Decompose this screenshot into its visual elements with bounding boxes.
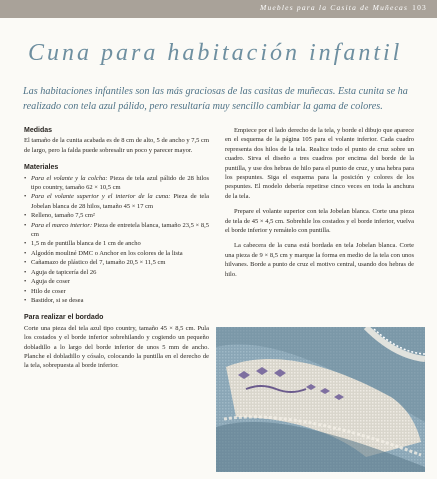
materiales-heading: Materiales (24, 164, 59, 172)
materiales-item (24, 211, 209, 220)
cradle-photo (216, 327, 425, 472)
materiales-item-lead: Para el volante superior y el interior de la cuna: (31, 193, 171, 201)
materiales-item-text: Relleno, tamaño 7,5 cm² (31, 212, 95, 220)
materiales-item-text: 1,5 m de puntilla blanca de 1 cm de ancho (31, 240, 141, 248)
materiales-item-text: Pieza de tela Jobelan blanca de 28 hilos, tamaño 45 × 17 cm (31, 193, 209, 210)
materiales-list (24, 174, 209, 306)
materiales-item-text: Bastidor, si se desea (31, 296, 84, 304)
materiales-item (24, 268, 209, 277)
materiales-item (24, 258, 209, 267)
materiales-item-text: Cañamazo de plástico del 7, tamaño 20,5 × 11,5 cm (31, 259, 166, 267)
materiales-item-text: Pieza de entretela blanca, tamaño 23,5 × 8,5 cm (31, 221, 210, 239)
running-title-text: Muebles para la Casita de Muñecas (260, 3, 409, 12)
bordado-heading: Para realizar el bordado (24, 314, 104, 322)
medidas-text: El tamaño de la cunita acabada es de 8 cm de alto, 5 de ancho y 7,5 cm de largo, pero la falda puede sobresalir un poco y parecer mayor. (24, 137, 209, 154)
materiales-item-lead: Para el volante y la colcha: (31, 174, 108, 182)
materiales-item-text: Aguja de tapicería del 26 (31, 268, 97, 276)
materiales-item (24, 287, 209, 296)
materiales-item (24, 296, 209, 305)
materiales-item (24, 277, 209, 286)
page-title: Cuna para habitación infantil (28, 40, 403, 66)
materiales-item-text: Algodón mouliné DMC o Anchor en los colores de la lista (31, 249, 183, 257)
cradle-photo-illustration (216, 327, 425, 472)
intro-paragraph: Las habitaciones infantiles son las más graciosas de las casitas de muñecas. Esta cunita se ha realizado con tela azul pálido, pero resultaría muy sencillo cambiar la gama de colores. (23, 86, 408, 112)
medidas-heading: Medidas (24, 127, 53, 134)
right-column (225, 126, 414, 279)
materiales-item-text: Pieza de tela azul pálido de 28 hilos tipo country, tamaño 62 × 10,5 cm (31, 174, 209, 192)
materiales-item (24, 174, 209, 193)
materiales-item (24, 239, 209, 248)
right-paragraph-1: Empiece por el lado derecho de la tela, y borde el dibujo que aparece en el esquema de la página 105 para el volante inferior. Cada cuadro representa dos hilos de la tela. Realice todo el punto de cruz sobre un cuadro. Sirva el diseño a tres cuadros por encima del borde de la puntilla, y use dos hebras de hilo para el punto de cruz, y una hebra para los pespuntes. Siga el esquema para la posición y colores de los pespuntes. El modelo debería repetirse cinco veces en toda la anchura de la tela. (225, 127, 414, 200)
right-paragraph-3: La cabecera de la cuna está bordada en tela Jobelan blanca. Corte una pieza de 9 × 8,5 cm y marque la forma en medio de la tela con unos hilvanes. Borde a punto de cruz el motivo central, usando dos hebras de hilo. (225, 242, 414, 278)
materiales-item-text: Aguja de coser (31, 278, 70, 286)
right-paragraph-2: Prepare el volante superior con tela Jobelan blanca. Corte una pieza de tela de 45 × 4,5 cm. Sobrehile los costados y el borde inferior, vuelva el borde inferior y remátelo con puntilla. (225, 208, 414, 235)
materiales-item (24, 221, 209, 240)
materiales-item (24, 249, 209, 258)
materiales-item (24, 192, 209, 211)
bordado-text: Corte una pieza del tela azul tipo country, tamaño 45 × 8,5 cm. Pula los costados y el borde inferior sobrehilando y cogiendo un pequeño dobladillo a lo largo del borde inferior de unos 5 mm de ancho. Planche el dobladillo y cósalo, colocando la puntilla en el derecho de la tela, sobrepuesta al borde inferior. (24, 324, 209, 370)
running-title (260, 3, 427, 12)
running-header (0, 0, 437, 18)
page-number: 103 (412, 3, 427, 12)
left-column (24, 126, 209, 371)
materiales-item-text: Hilo de coser (31, 287, 66, 295)
materiales-item-lead: Para el marco interior: (31, 221, 93, 229)
